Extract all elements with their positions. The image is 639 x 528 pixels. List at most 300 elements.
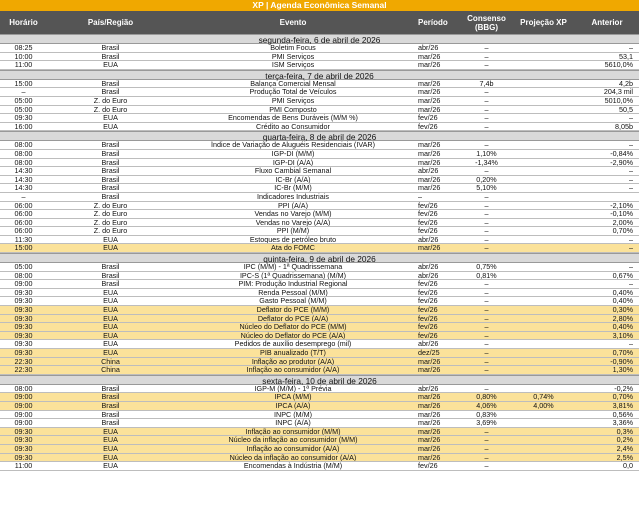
- cell-event: Fluxo Cambial Semanal: [254, 167, 332, 175]
- cell-previous: 0,3%: [616, 427, 633, 436]
- cell-projection: [512, 219, 575, 227]
- table-row: [0, 272, 639, 281]
- cell-time: 09:30: [14, 340, 33, 348]
- table-row: [0, 44, 639, 53]
- cell-event: Ata do FOMC: [271, 244, 315, 253]
- cell-period: mar/26: [418, 401, 441, 410]
- cell-event: PMI Serviços: [271, 52, 315, 61]
- cell-event: INPC (A/A): [275, 419, 311, 427]
- cell-consensus: –: [484, 227, 489, 235]
- cell-previous: 0,70%: [612, 227, 633, 235]
- cell-event: Núcleo do Deflator do PCE (M/M): [239, 323, 347, 331]
- cell-previous: –: [629, 244, 633, 253]
- cell-time: 09:30: [14, 297, 33, 306]
- cell-consensus: –: [484, 306, 489, 314]
- cell-country: Z. do Euro: [93, 201, 128, 210]
- cell-country: EUA: [103, 235, 118, 244]
- cell-period: abr/26: [418, 44, 439, 52]
- cell-event: Núcleo da inflação ao consumidor (A/A): [229, 453, 357, 462]
- cell-consensus: –: [484, 105, 489, 114]
- cell-projection: [512, 106, 575, 114]
- cell-country: Brasil: [101, 167, 120, 175]
- cell-time: 09:30: [14, 453, 33, 462]
- cell-consensus: 3,69%: [476, 419, 497, 427]
- cell-event: Renda Pessoal (M/M): [258, 288, 328, 297]
- cell-time: 09:30: [14, 314, 33, 323]
- table-row: [0, 280, 639, 289]
- cell-projection: [512, 436, 575, 444]
- table-row: [0, 428, 639, 437]
- cell-event: PMI Serviços: [271, 96, 315, 105]
- table-row: [0, 366, 639, 375]
- cell-period: mar/26: [418, 184, 441, 192]
- header-horario: Horário: [9, 18, 38, 27]
- cell-country: EUA: [103, 462, 118, 470]
- cell-previous: 5610,0%: [604, 61, 633, 69]
- cell-event: IGP-DI (M/M): [271, 149, 315, 158]
- cell-consensus: 5,10%: [476, 184, 497, 192]
- table-row: [0, 97, 639, 106]
- cell-previous: 3,10%: [612, 331, 633, 340]
- cell-previous: 204,3 mil: [603, 88, 633, 96]
- cell-time: 09:00: [14, 410, 33, 419]
- cell-consensus: –: [484, 462, 489, 470]
- cell-event: IC-Br (M/M): [274, 184, 312, 192]
- table-row: [0, 80, 639, 89]
- cell-consensus: –: [484, 244, 489, 253]
- table-row: [0, 176, 639, 185]
- cell-period: fev/26: [418, 122, 438, 131]
- table-row: [0, 332, 639, 341]
- cell-consensus: –: [484, 96, 489, 105]
- cell-consensus: –: [484, 349, 489, 357]
- cell-previous: 5010,0%: [604, 96, 633, 105]
- cell-previous: -0,10%: [610, 210, 633, 218]
- cell-event: Gasto Pessoal (M/M): [259, 297, 327, 306]
- cell-previous: 0,40%: [612, 288, 633, 297]
- table-row: [0, 53, 639, 62]
- table-row: [0, 385, 639, 394]
- cell-consensus: –: [484, 201, 489, 210]
- table-row: [0, 454, 639, 463]
- cell-event: IGP-M (M/M) - 1ª Prévia: [254, 384, 332, 393]
- cell-time: 10:00: [14, 52, 33, 61]
- cell-consensus: –: [484, 52, 489, 61]
- cell-consensus: –: [484, 366, 489, 374]
- cell-previous: –: [629, 184, 633, 192]
- cell-previous: –: [629, 167, 633, 175]
- cell-consensus: 0,80%: [476, 393, 497, 401]
- cell-country: Brasil: [101, 141, 120, 149]
- cell-previous: -2,90%: [610, 158, 633, 167]
- table-row: [0, 219, 639, 228]
- cell-projection: [512, 53, 575, 61]
- cell-time: 09:00: [14, 393, 33, 401]
- cell-time: 06:00: [14, 201, 33, 210]
- cell-time: 16:00: [14, 122, 33, 131]
- cell-projection: [512, 236, 575, 244]
- cell-previous: 2,00%: [612, 218, 633, 227]
- cell-time: 14:30: [14, 167, 33, 175]
- cell-consensus: –: [484, 444, 489, 453]
- cell-consensus: –: [484, 167, 489, 175]
- cell-projection: [512, 61, 575, 69]
- cell-country: EUA: [103, 436, 118, 444]
- cell-event: Pedidos de auxílio desemprego (mil): [234, 340, 352, 348]
- cell-country: Brasil: [101, 79, 120, 88]
- day-header: sexta-feira, 10 de abril de 2026: [0, 375, 639, 385]
- table-row: [0, 393, 639, 402]
- cell-previous: 2,4%: [616, 444, 633, 453]
- cell-country: Brasil: [101, 271, 120, 280]
- cell-period: mar/26: [418, 393, 441, 401]
- header-periodo: Período: [418, 18, 448, 27]
- cell-previous: -0,84%: [610, 149, 633, 158]
- table-body: [0, 34, 639, 471]
- table-row: [0, 411, 639, 420]
- cell-period: fev/26: [418, 201, 438, 210]
- cell-projection: [512, 80, 575, 88]
- cell-previous: 2,80%: [612, 314, 633, 323]
- cell-consensus: –: [484, 331, 489, 340]
- table-row: [0, 349, 639, 358]
- cell-period: mar/26: [418, 96, 441, 105]
- cell-time: 09:00: [14, 401, 33, 410]
- cell-time: 14:30: [14, 184, 33, 192]
- header-pais: País/Região: [87, 18, 134, 27]
- cell-projection: [512, 289, 575, 297]
- cell-previous: –: [629, 235, 633, 244]
- cell-country: Brasil: [101, 158, 120, 167]
- cell-event: PMI Composto: [269, 105, 317, 114]
- cell-time: 09:30: [14, 306, 33, 314]
- cell-consensus: 4,06%: [476, 401, 497, 410]
- table-row: [0, 315, 639, 324]
- cell-event: ISM Serviços: [271, 61, 315, 69]
- cell-event: Vendas no Varejo (A/A): [255, 218, 331, 227]
- cell-country: Brasil: [101, 149, 120, 158]
- cell-projection: [512, 244, 575, 252]
- cell-consensus: –: [484, 323, 489, 331]
- cell-period: fev/26: [418, 280, 438, 288]
- cell-projection: [512, 210, 575, 218]
- cell-period: mar/26: [418, 410, 441, 419]
- cell-country: Brasil: [101, 410, 120, 419]
- cell-period: mar/26: [418, 444, 441, 453]
- cell-projection: [512, 150, 575, 158]
- table-row: [0, 445, 639, 454]
- table-row: [0, 61, 639, 70]
- table-header: [0, 11, 639, 34]
- cell-time: 09:30: [14, 444, 33, 453]
- cell-previous: 3,36%: [612, 419, 633, 427]
- cell-country: EUA: [103, 306, 118, 314]
- cell-projection: [512, 419, 575, 427]
- cell-country: EUA: [103, 444, 118, 453]
- cell-time: 06:00: [14, 218, 33, 227]
- cell-consensus: –: [484, 314, 489, 323]
- cell-period: fev/26: [418, 306, 438, 314]
- cell-consensus: 1,10%: [476, 149, 497, 158]
- cell-projection: [512, 332, 575, 340]
- cell-projection: [512, 349, 575, 357]
- cell-country: Brasil: [101, 393, 120, 401]
- cell-event: Deflator do PCE (M/M): [256, 306, 330, 314]
- cell-projection: 0,74%: [533, 393, 554, 401]
- cell-event: PIM: Produção Industrial Regional: [238, 280, 348, 288]
- cell-previous: 0,40%: [612, 323, 633, 331]
- cell-event: Inflação ao consumidor (M/M): [245, 427, 341, 436]
- table-row: [0, 289, 639, 298]
- cell-country: EUA: [103, 114, 118, 122]
- cell-consensus: –: [484, 218, 489, 227]
- cell-projection: [512, 280, 575, 288]
- cell-projection: [512, 462, 575, 470]
- cell-period: mar/26: [418, 149, 441, 158]
- cell-period: fev/26: [418, 314, 438, 323]
- cell-country: Z. do Euro: [93, 218, 128, 227]
- cell-previous: 0,67%: [612, 271, 633, 280]
- cell-time: 06:00: [14, 210, 33, 218]
- cell-previous: 0,30%: [612, 306, 633, 314]
- cell-previous: 0,70%: [612, 393, 633, 401]
- cell-projection: [512, 227, 575, 235]
- cell-consensus: –: [484, 436, 489, 444]
- cell-previous: –: [629, 141, 633, 149]
- cell-time: 05:00: [14, 96, 33, 105]
- day-header: quinta-feira, 9 de abril de 2026: [0, 253, 639, 263]
- cell-event: IPCA (A/A): [275, 401, 311, 410]
- cell-time: 05:00: [14, 263, 33, 271]
- cell-country: EUA: [103, 61, 118, 69]
- cell-period: abr/26: [418, 271, 439, 280]
- header-evento: Evento: [279, 18, 307, 27]
- cell-previous: 53,1: [619, 52, 633, 61]
- cell-country: Brasil: [101, 88, 120, 96]
- cell-consensus: 0,75%: [476, 263, 497, 271]
- cell-consensus: -1,34%: [475, 158, 498, 167]
- cell-projection: [512, 263, 575, 271]
- cell-event: Vendas no Varejo (M/M): [254, 210, 332, 218]
- cell-time: 08:25: [14, 44, 33, 52]
- cell-country: EUA: [103, 427, 118, 436]
- cell-time: 09:30: [14, 331, 33, 340]
- cell-period: fev/26: [418, 114, 438, 122]
- cell-period: fev/26: [418, 462, 438, 470]
- cell-previous: –: [629, 175, 633, 184]
- cell-consensus: –: [484, 427, 489, 436]
- table-row: [0, 306, 639, 315]
- cell-event: Deflator do PCE (A/A): [257, 314, 329, 323]
- cell-period: mar/26: [418, 141, 441, 149]
- cell-event: PPI (A/A): [278, 201, 308, 210]
- table-row: [0, 244, 639, 253]
- cell-time: 14:30: [14, 175, 33, 184]
- cell-event: Núcleo da inflação ao consumidor (M/M): [228, 436, 358, 444]
- cell-country: China: [101, 366, 120, 374]
- cell-event: Índice de Variação de Aluguéis Residenciais (IVAR): [211, 141, 375, 149]
- table-row: [0, 106, 639, 115]
- cell-projection: [512, 411, 575, 419]
- cell-time: 05:00: [14, 105, 33, 114]
- cell-previous: –: [629, 340, 633, 348]
- cell-period: abr/26: [418, 340, 439, 348]
- cell-previous: [575, 193, 639, 201]
- cell-period: abr/26: [418, 384, 439, 393]
- cell-country: EUA: [103, 244, 118, 253]
- cell-consensus: –: [484, 235, 489, 244]
- cell-country: EUA: [103, 122, 118, 131]
- cell-time: 09:30: [14, 114, 33, 122]
- cell-country: EUA: [103, 453, 118, 462]
- cell-previous: 3,81%: [612, 401, 633, 410]
- cell-projection: [512, 385, 575, 393]
- cell-time: 06:00: [14, 227, 33, 235]
- cell-country: Brasil: [101, 384, 120, 393]
- cell-consensus: –: [484, 297, 489, 306]
- cell-period: fev/26: [418, 288, 438, 297]
- cell-projection: 4,00%: [533, 401, 554, 410]
- cell-period: abr/26: [418, 263, 439, 271]
- cell-previous: 8,05b: [615, 122, 633, 131]
- cell-projection: [512, 202, 575, 210]
- cell-consensus: –: [484, 340, 489, 348]
- cell-projection: [512, 323, 575, 331]
- cell-previous: –: [629, 114, 633, 122]
- cell-projection: [512, 123, 575, 131]
- cell-country: Brasil: [101, 192, 120, 201]
- cell-consensus: –: [484, 122, 489, 131]
- cell-time: 15:00: [14, 79, 33, 88]
- cell-projection: [512, 340, 575, 348]
- cell-previous: -0,2%: [614, 384, 633, 393]
- cell-period: fev/26: [418, 323, 438, 331]
- table-row: [0, 193, 639, 202]
- cell-country: EUA: [103, 340, 118, 348]
- cell-time: 09:30: [14, 427, 33, 436]
- cell-period: mar/26: [418, 105, 441, 114]
- table-row: [0, 236, 639, 245]
- cell-previous: -2,10%: [610, 201, 633, 210]
- cell-consensus: –: [484, 141, 489, 149]
- cell-country: EUA: [103, 323, 118, 331]
- header-consenso: Consenso (BBG): [467, 13, 506, 32]
- cell-previous: 1,30%: [612, 366, 633, 374]
- cell-time: 22:30: [14, 366, 33, 374]
- table-row: [0, 462, 639, 471]
- cell-event: Boletim Focus: [270, 44, 316, 52]
- cell-projection: [512, 176, 575, 184]
- cell-period: dez/25: [418, 349, 440, 357]
- cell-country: Z. do Euro: [93, 227, 128, 235]
- cell-period: mar/26: [418, 79, 441, 88]
- cell-consensus: –: [484, 210, 489, 218]
- cell-projection: [512, 315, 575, 323]
- cell-event: INPC (M/M): [274, 410, 312, 419]
- cell-event: Estoques de petróleo bruto: [249, 235, 337, 244]
- cell-consensus: –: [484, 88, 489, 96]
- day-header: segunda-feira, 6 de abril de 2026: [0, 34, 639, 44]
- cell-previous: 0,56%: [612, 410, 633, 419]
- cell-period: mar/26: [418, 61, 441, 69]
- cell-consensus: –: [484, 61, 489, 69]
- cell-time: 11:00: [14, 462, 33, 470]
- cell-projection: [512, 167, 575, 175]
- cell-time: 09:30: [14, 323, 33, 331]
- cell-country: Brasil: [101, 52, 120, 61]
- header-projecao: Projeção XP: [520, 18, 567, 27]
- table-row: [0, 150, 639, 159]
- cell-time: 11:00: [14, 61, 33, 69]
- page-title: XP | Agenda Econômica Semanal: [0, 0, 639, 11]
- cell-projection: [512, 358, 575, 366]
- cell-period: mar/26: [418, 88, 441, 96]
- cell-period: fev/26: [418, 227, 438, 235]
- cell-event: Núcleo do Deflator do PCE (A/A): [240, 331, 346, 340]
- table-row: [0, 340, 639, 349]
- cell-consensus: –: [484, 44, 489, 52]
- cell-country: China: [101, 357, 120, 366]
- cell-previous: 0,0: [623, 462, 633, 470]
- table-row: [0, 419, 639, 428]
- cell-event: Crédito ao Consumidor: [256, 122, 330, 131]
- cell-period: mar/26: [418, 52, 441, 61]
- table-row: [0, 167, 639, 176]
- cell-time: 15:00: [14, 244, 33, 253]
- cell-previous: 2,5%: [616, 453, 633, 462]
- table-row: [0, 436, 639, 445]
- table-row: [0, 263, 639, 272]
- cell-period: fev/26: [418, 331, 438, 340]
- cell-time: 08:00: [14, 158, 33, 167]
- table-row: [0, 323, 639, 332]
- cell-consensus: –: [484, 453, 489, 462]
- cell-previous: 0,70%: [612, 349, 633, 357]
- cell-country: Z. do Euro: [93, 210, 128, 218]
- cell-projection: [512, 88, 575, 96]
- cell-country: Brasil: [101, 184, 120, 192]
- cell-country: Brasil: [101, 263, 120, 271]
- day-header: terça-feira, 7 de abril de 2026: [0, 70, 639, 80]
- cell-country: Brasil: [101, 401, 120, 410]
- cell-event: Inflação ao produtor (A/A): [251, 357, 335, 366]
- day-header: quarta-feira, 8 de abril de 2026: [0, 131, 639, 141]
- cell-event: Inflação ao consumidor (A/A): [246, 444, 340, 453]
- cell-event: PPI (M/M): [276, 227, 310, 235]
- cell-event: Encomendas de Bens Duráveis (M/M %): [228, 114, 358, 122]
- cell-projection: [512, 428, 575, 436]
- cell-consensus: 7,4b: [479, 79, 494, 88]
- cell-time: 09:30: [14, 349, 33, 357]
- cell-period: mar/26: [418, 419, 441, 427]
- cell-time: 09:30: [14, 436, 33, 444]
- table-row: [0, 159, 639, 168]
- table-row: [0, 88, 639, 97]
- table-row: [0, 358, 639, 367]
- table-row: [0, 227, 639, 236]
- cell-previous: 0,2%: [616, 436, 633, 444]
- cell-projection: [512, 193, 575, 201]
- table-row: [0, 402, 639, 411]
- cell-country: Z. do Euro: [93, 105, 128, 114]
- cell-projection: [512, 445, 575, 453]
- cell-consensus: –: [484, 357, 489, 366]
- cell-time: 09:30: [14, 288, 33, 297]
- cell-country: Brasil: [101, 175, 120, 184]
- cell-period: mar/26: [418, 158, 441, 167]
- cell-time: 08:00: [14, 271, 33, 280]
- cell-event: IPC (M/M) - 1ª Quadrissemana: [243, 263, 343, 271]
